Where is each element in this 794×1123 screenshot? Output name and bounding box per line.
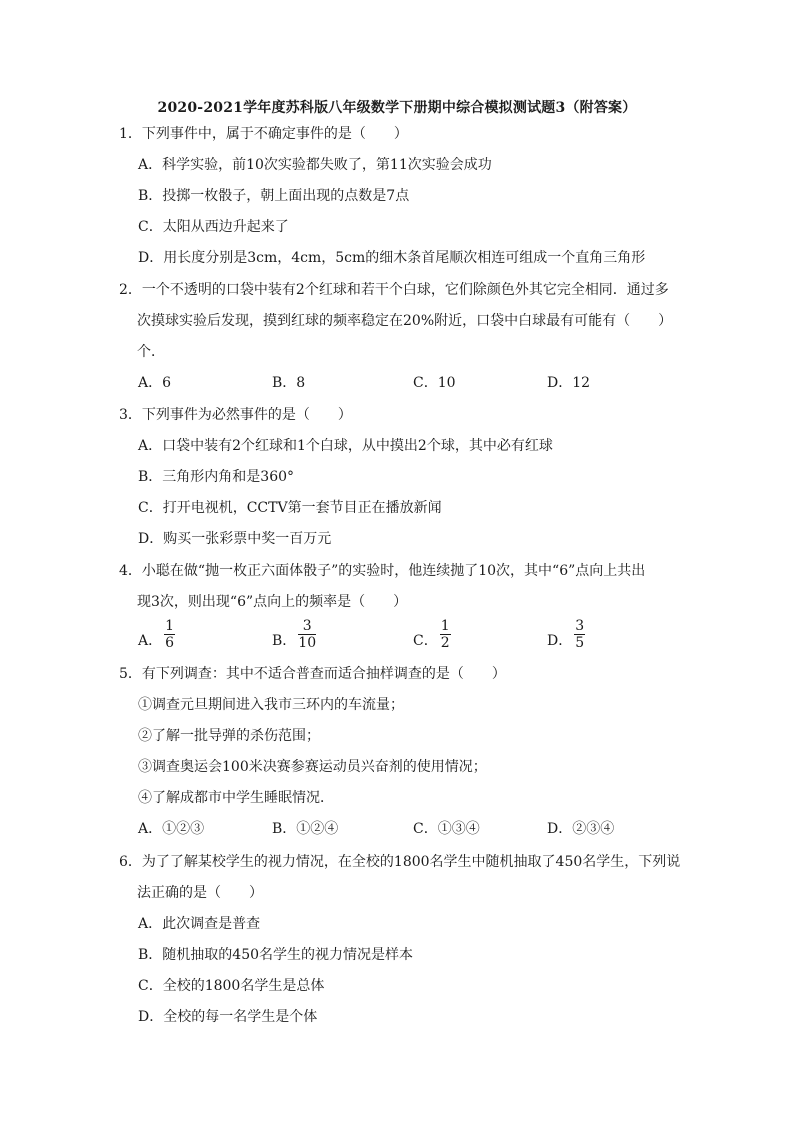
option-label: C． — [413, 633, 438, 649]
denominator: 6 — [165, 635, 175, 651]
question-2-option-d: D．12 — [547, 375, 591, 391]
question-2-stem-line-2: 次摸球实验后发现，摸到红球的频率稳定在20%附近，口袋中白球最有可能有（ ） — [137, 313, 673, 329]
option-label: A． — [138, 633, 163, 649]
denominator: 10 — [298, 635, 317, 651]
numerator: 3 — [298, 619, 316, 635]
numerator: 3 — [575, 618, 585, 634]
question-4-option-a — [138, 619, 175, 651]
question-6-option-b: B．随机抽取的450名学生的视力情况是样本 — [138, 947, 414, 963]
numerator: 1 — [440, 618, 450, 634]
fraction — [440, 619, 451, 651]
question-6-option-c: C．全校的1800名学生是总体 — [138, 978, 325, 994]
question-5-option-c: C．①③④ — [413, 821, 480, 837]
fraction — [298, 619, 316, 651]
question-4-option-d — [547, 619, 585, 651]
question-3-option-b: B．三角形内角和是360° — [138, 469, 295, 485]
question-6-option-d: D．全校的每一名学生是个体 — [138, 1009, 318, 1025]
question-2-options — [0, 374, 794, 398]
question-2-option-c: C．10 — [413, 375, 456, 391]
question-2-option-b: B．8 — [272, 375, 306, 391]
fraction — [574, 619, 585, 651]
question-3-option-c: C．打开电视机，CCTV第一套节目正在播放新闻 — [138, 500, 442, 516]
question-4-option-b — [272, 619, 316, 651]
question-3-option-a: A．口袋中装有2个红球和1个白球，从中摸出2个球，其中必有红球 — [138, 438, 553, 454]
question-1-stem: 1．下列事件中，属于不确定事件的是（ ） — [119, 126, 408, 142]
question-2-option-a: A．6 — [138, 375, 172, 391]
option-label: D． — [547, 633, 573, 649]
question-1-option-b: B．投掷一枚骰子，朝上面出现的点数是7点 — [138, 188, 410, 204]
page-title: 2020-2021学年度苏科版八年级数学下册期中综合模拟测试题3（附答案） — [157, 100, 637, 116]
question-5-item-3: ③调查奥运会100米决赛参赛运动员兴奋剂的使用情况； — [138, 759, 487, 775]
question-5-option-d: D．②③④ — [547, 821, 615, 837]
question-4-stem-line-2: 现3次，则出现“6”点向上的频率是（ ） — [137, 594, 408, 610]
question-1-option-c: C．太阳从西边升起来了 — [138, 219, 289, 235]
question-1-option-d: D．用长度分别是3cm，4cm，5cm的细木条首尾顺次相连可组成一个直角三角形 — [138, 250, 646, 266]
question-5-option-a: A．①②③ — [138, 821, 205, 837]
fraction — [164, 619, 175, 651]
question-2-stem-line-3: 个． — [137, 344, 165, 360]
denominator: 2 — [440, 635, 450, 651]
question-4-options — [0, 619, 794, 655]
question-5-item-2: ②了解一批导弹的杀伤范围； — [138, 728, 320, 744]
denominator: 5 — [575, 635, 585, 651]
question-5-stem: 5．有下列调查：其中不适合普查而适合抽样调查的是（ ） — [119, 666, 506, 682]
question-6-option-a: A．此次调查是普查 — [138, 916, 261, 932]
question-3-stem: 3．下列事件为必然事件的是（ ） — [119, 407, 352, 423]
question-4-stem-line-1: 4．小聪在做“抛一枚正六面体骰子”的实验时，他连续抛了10次，其中“6”点向上共出 — [119, 563, 646, 579]
question-5-item-4: ④了解成都市中学生睡眠情况． — [138, 790, 334, 806]
question-6-stem-line-2: 法正确的是（ ） — [137, 885, 263, 901]
numerator: 1 — [165, 618, 175, 634]
question-5-option-b: B．①②④ — [272, 821, 339, 837]
option-label: B． — [272, 633, 297, 649]
question-5-options — [0, 820, 794, 844]
question-2-stem-line-1: 2．一个不透明的口袋中装有2个红球和若干个白球，它们除颜色外其它完全相同．通过多 — [119, 282, 669, 298]
question-3-option-d: D．购买一张彩票中奖一百万元 — [138, 531, 332, 547]
question-4-option-c — [413, 619, 451, 651]
question-5-item-1: ①调查元旦期间进入我市三环内的车流量； — [138, 697, 404, 713]
question-6-stem-line-1: 6．为了了解某校学生的视力情况，在全校的1800名学生中随机抽取了450名学生，下列说 — [119, 854, 681, 870]
question-1-option-a: A．科学实验，前10次实验都失败了，第11次实验会成功 — [138, 157, 492, 173]
